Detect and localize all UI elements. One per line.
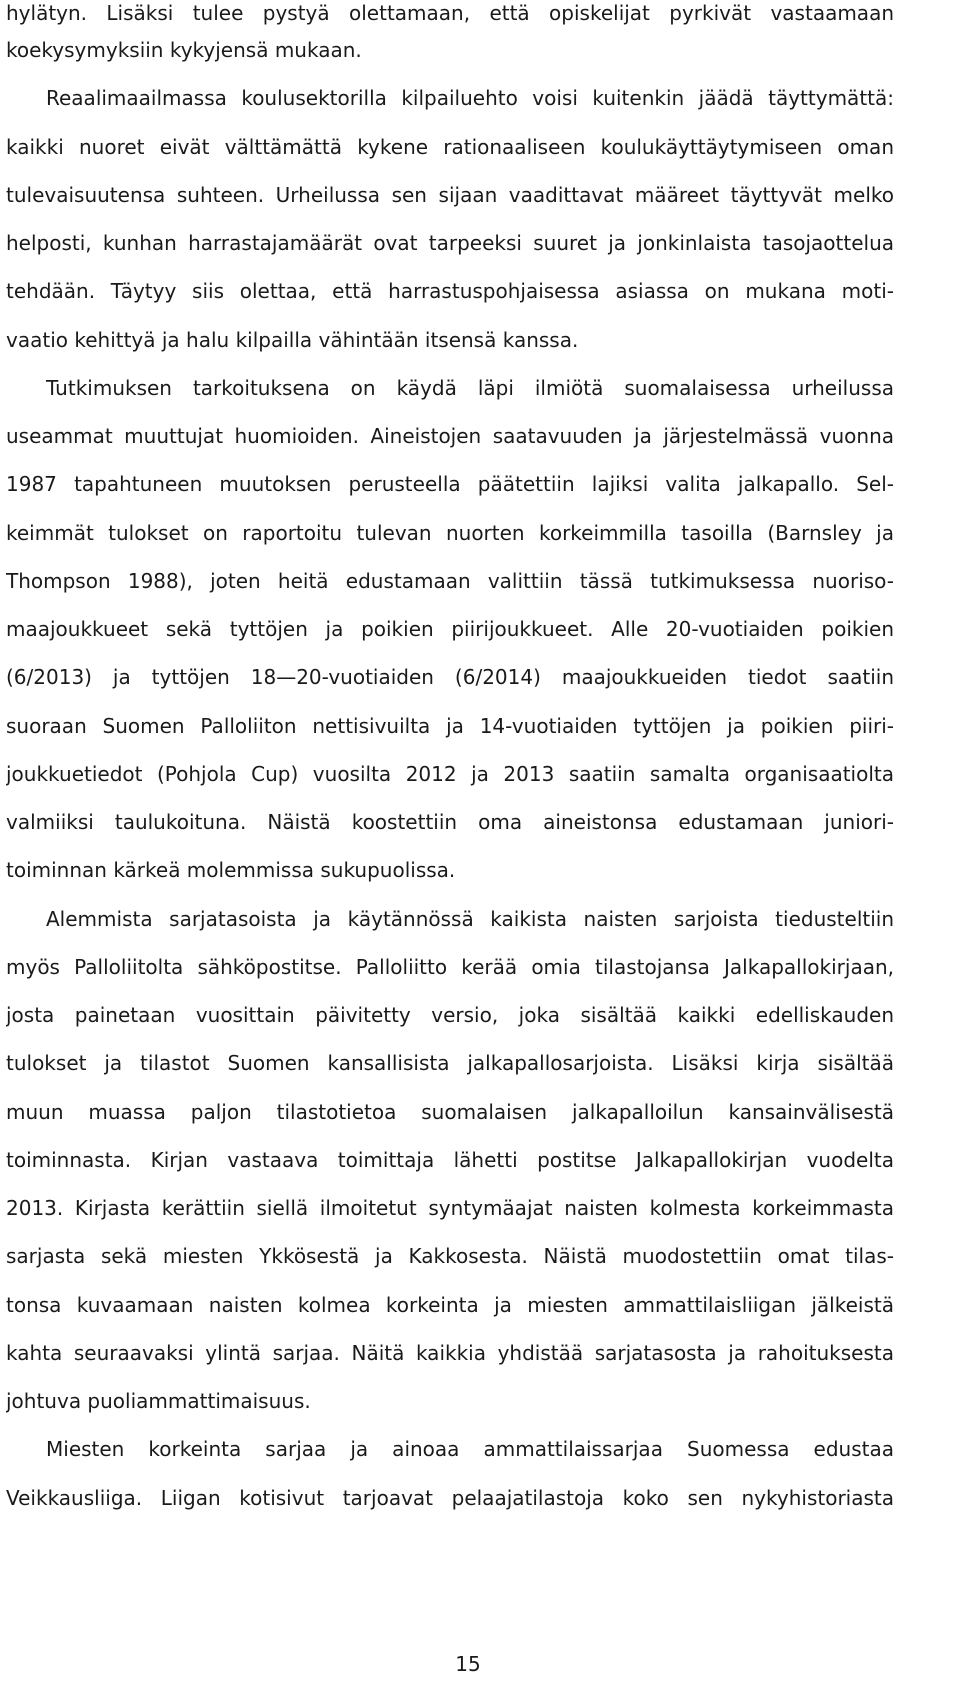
text-line: maajoukkueet sekä tyttöjen ja poikien piirijoukkueet. Alle 20-vuotiaiden poikien: [6, 617, 894, 641]
text-line: sarjasta sekä miesten Ykkösestä ja Kakkosesta. Näistä muodostettiin omat tilas-: [6, 1244, 894, 1269]
text-line: Thompson 1988), joten heitä edustamaan valittiin tässä tutkimuksessa nuoriso-: [6, 568, 894, 593]
text-line: suoraan Suomen Palloliiton nettisivuilta ja 14-vuotiaiden tyttöjen ja poikien piiri-: [6, 713, 894, 738]
text-line: keimmät tulokset on raportoitu tulevan nuorten korkeimmilla tasoilla (Barnsley ja: [6, 520, 894, 545]
text-line: valmiiksi taulukoituna. Näistä koostettiin oma aineistonsa edustamaan juniori-: [6, 810, 894, 834]
text-line: myös Palloliitolta sähköpostitse. Palloliitto kerää omia tilastojansa Jalkapallokirjaan,: [6, 954, 894, 979]
text-line: joukkuetiedot (Pohjola Cup) vuosilta 2012 ja 2013 saatiin samalta organisaatiolta: [6, 761, 894, 786]
text-line: johtuva puoliammattimaisuus.: [6, 1389, 311, 1413]
text-line: 1987 tapahtuneen muutoksen perusteella päätettiin lajiksi valita jalkapallo. Sel-: [6, 472, 894, 497]
page-number: 15: [455, 1652, 481, 1676]
text-line: useammat muuttujat huomioiden. Aineistojen saatavuuden ja järjestelmässä vuonna: [6, 424, 894, 448]
text-line: kaikki nuoret eivät välttämättä kykene rationaaliseen koulukäyttäytymiseen oman: [6, 134, 894, 159]
text-line: toiminnasta. Kirjan vastaava toimittaja lähetti postitse Jalkapallokirjan vuodelta: [6, 1147, 894, 1172]
text-line: Tutkimuksen tarkoituksena on käydä läpi ilmiötä suomalaisessa urheilussa: [46, 375, 894, 400]
text-line: muun muassa paljon tilastotietoa suomalaisen jalkapalloilun kansainvälisestä: [6, 1099, 894, 1124]
text-line: vaatio kehittyä ja halu kilpailla vähintään itsensä kanssa.: [6, 327, 579, 352]
text-line: tehdään. Täytyy siis olettaa, että harrastuspohjaisessa asiassa on mukana moti-: [6, 279, 894, 304]
body-text: [6, 0, 894, 1522]
text-line: helposti, kunhan harrastajamäärät ovat tarpeeksi suuret ja jonkinlaista tasojaottelua: [6, 231, 894, 255]
text-line: Veikkausliiga. Liigan kotisivut tarjoavat pelaajatilastoja koko sen nykyhistoriasta: [6, 1485, 894, 1510]
text-line: koekysymyksiin kykyjensä mukaan.: [6, 38, 362, 62]
text-line: Reaalimaailmassa koulusektorilla kilpailuehto voisi kuitenkin jäädä täyttymättä:: [46, 86, 894, 111]
text-line: tonsa kuvaamaan naisten kolmea korkeinta ja miesten ammattilaisliigan jälkeistä: [6, 1292, 894, 1317]
text-line: kahta seuraavaksi ylintä sarjaa. Näitä kaikkia yhdistää sarjatasosta ja rahoituksesta: [6, 1340, 894, 1365]
text-line: tulevaisuutensa suhteen. Urheilussa sen sijaan vaadittavat määreet täyttyvät melko: [6, 182, 894, 207]
text-line: hylätyn. Lisäksi tulee pystyä olettamaan, että opiskelijat pyrkivät vastaamaan: [6, 1, 894, 25]
text-line: toiminnan kärkeä molemmissa sukupuolissa.: [6, 858, 456, 883]
text-line: Miesten korkeinta sarjaa ja ainoaa ammattilaissarjaa Suomessa edustaa: [46, 1437, 894, 1462]
text-line: Alemmista sarjatasoista ja käytännössä kaikista naisten sarjoista tiedusteltiin: [46, 906, 894, 931]
text-line: 2013. Kirjasta kerättiin siellä ilmoitetut syntymäajat naisten kolmesta korkeimmasta: [6, 1196, 894, 1220]
text-line: josta painetaan vuosittain päivitetty versio, joka sisältää kaikki edelliskauden: [6, 1003, 894, 1027]
text-line: (6/2013) ja tyttöjen 18—20-vuotiaiden (6/2014) maajoukkueiden tiedot saatiin: [6, 665, 894, 690]
text-line: tulokset ja tilastot Suomen kansallisista jalkapallosarjoista. Lisäksi kirja sisältää: [6, 1051, 894, 1076]
